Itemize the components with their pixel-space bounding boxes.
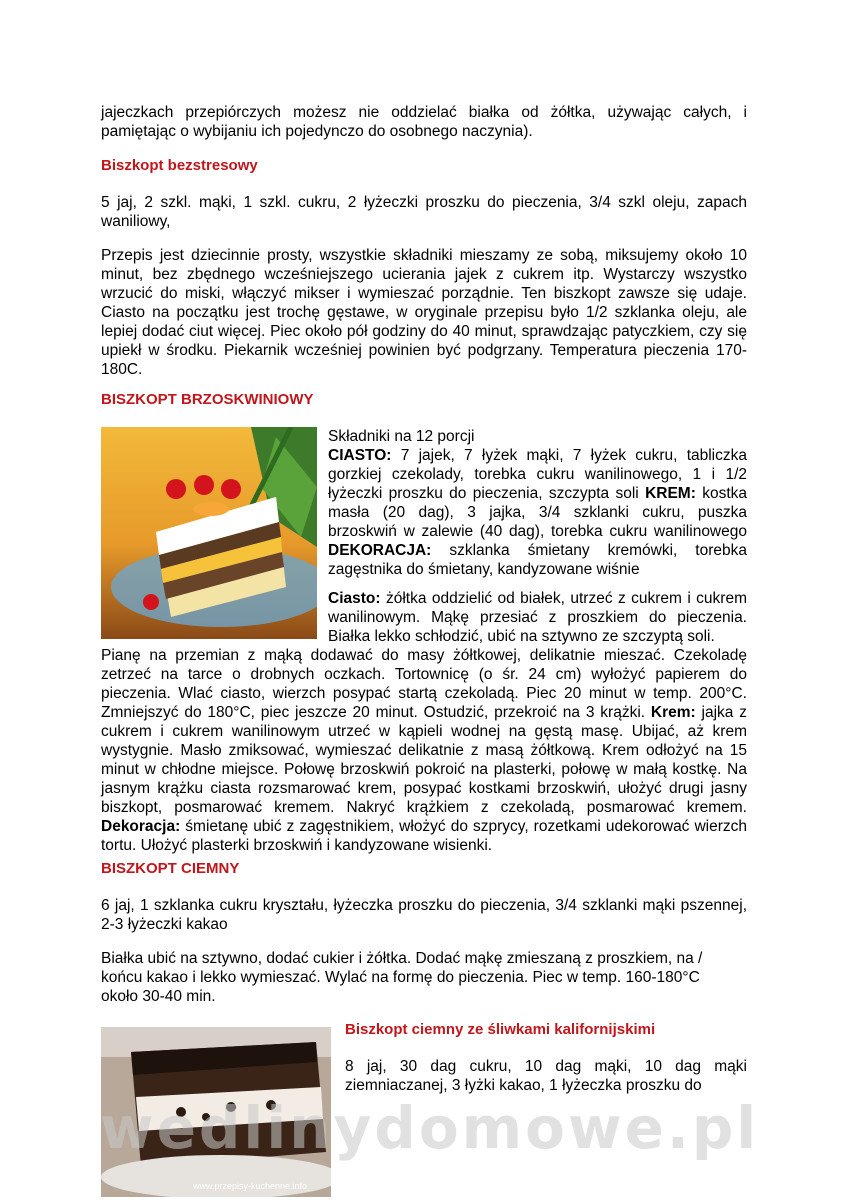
recipe-method: Przepis jest dziecinnie prosty, wszystkie składniki mieszamy ze sobą, miksujemy około 10 minut, bez zbędnego wcześniejszego ucierania jajek z cukrem itp. Wystarczy wszystko wrzucić do miski, włączyć mikser i wymieszać porządnie. Ten biszkopt zawsze się udaje. Ciasto na początku jest trochę gęstawe, w oryginale przepisu było 1/2 szklanka oleju, ale lepiej dodać ciut więcej. Piec około pół godziny do 40 minut, sprawdzając patyczkiem, czy się upiekł w środku. Piekarnik wcześniej powinien być podgrzany. Temperatura pieczenia 170-180C.: [101, 247, 747, 378]
krem-text: kostka masła (20 dag), 3 jajka, 3/4 szklanki cukru, puszka brzoskwiń w zalewie (40 dag), torebka cukru wanilinowego: [328, 485, 748, 540]
peach-method-full: [101, 646, 747, 855]
method-ciasto-label: Ciasto:: [328, 590, 381, 607]
portions-line: Składniki na 12 porcji: [328, 428, 475, 445]
method-part-3: śmietanę ubić z zagęstnikiem, włożyć do szprycy, rozetkami udekorować wierzch tortu. Ułożyć plasterki brzoskwiń i kandyzowane wisienki.: [101, 818, 747, 854]
dark-method-line-1: Białka ubić na sztywno, dodać cukier i żółtka. Dodać mąkę zmieszaną z proszkiem, na /: [101, 950, 703, 967]
recipe-title-biszkopt-ciemny: BISZKOPT CIEMNY: [101, 860, 240, 877]
peach-ingredients-block: [328, 427, 747, 579]
watermark: wedlinydomowe.pl: [100, 1094, 760, 1162]
method-part-2: jajka z cukrem i cukrem wanilinowym utrzeć w kąpieli wodnej na gęstą masę. Ubijać, aż krem wystygnie. Masło zmiksować, wymieszać delikatnie z masą żółtkową. Krem odłożyć na 15 minut w chłodne miejsce. Połowę brzoskwiń pokroić na plasterki, połowę w małą kostkę. Na jasnym krążku ciasta rozsmarować krem, posypać kostkami brzoskwiń, ułożyć drugi jasny biszkopt, posmarować kremem. Nakryć krążkiem z czekoladą, posmarować kremem.: [101, 704, 748, 816]
photo-caption: www.przepisy-kuchenne.info: [193, 1181, 308, 1191]
dark-method-line-2: końcu kakao i lekko wymieszać. Wylać na formę do pieczenia. Piec w temp. 160-180°C: [101, 969, 700, 986]
dark-method: [101, 949, 747, 1006]
recipe-ingredients: 5 jaj, 2 szkl. mąki, 1 szkl. cukru, 2 łyżeczki proszku do pieczenia, 3/4 szkl oleju, zapach waniliowy,: [101, 194, 747, 230]
dekoracja-text: szklanka śmietany kremówki, torebka zagęstnika do śmietany, kandyzowane wiśnie: [328, 542, 747, 578]
dekoracja2-label: Dekoracja:: [101, 818, 181, 835]
method-wrap-text: żółtka oddzielić od białek, utrzeć z cukrem i cukrem wanilinowym. Mąkę przesiać z proszkiem do pieczenia. Białka lekko schłodzić, ubić na sztywno ze szczyptą soli.: [328, 590, 747, 645]
prune-ingredients: 8 jaj, 30 dag cukru, 10 dag mąki, 10 dag mąki ziemniaczanej, 3 łyżki kakao, 1 łyżeczka proszku do: [345, 1058, 747, 1094]
recipe-title-biszkopt-brzoskwiniowy: BISZKOPT BRZOSKWINIOWY: [101, 391, 314, 408]
dark-ingredients: 6 jaj, 1 szklanka cukru kryształu, łyżeczka proszku do pieczenia, 3/4 szklanki mąki pszennej, 2-3 łyżeczki kakao: [101, 897, 747, 933]
krem-label: KREM:: [645, 485, 696, 502]
peach-cake-photo: [101, 427, 317, 639]
dekoracja-label: DEKORACJA:: [328, 542, 432, 559]
dark-method-line-3: około 30-40 min.: [101, 988, 216, 1005]
method-part-1: Pianę na przemian z mąką dodawać do masy żółtkowej, delikatnie mieszać. Czekoladę zetrzeć na tarce o drobnych oczkach. Tortownicę (o śr. 24 cm) wyłożyć papierem do pieczenia. Wlać ciasto, wierzch posypać startą czekoladą. Piec 20 minut w temp. 200°C. Zmniejszyć do 180°C, piec jeszcze 20 minut. Ostudzić, przekroić na 3 krążki.: [101, 647, 747, 721]
ciasto-label: CIASTO:: [328, 447, 392, 464]
recipe-title-biszkopt-bezstresowy: Biszkopt bezstresowy: [101, 157, 258, 174]
intro-paragraph: jajeczkach przepiórczych możesz nie oddzielać białka od żółtka, używając całych, i pamiętając o wybijaniu ich pojedynczo do osobnego naczynia).: [101, 104, 747, 140]
krem2-label: Krem:: [650, 704, 696, 721]
peach-method-wrap: [328, 589, 747, 646]
recipe-title-biszkopt-ciemny-sliwki: Biszkopt ciemny ze śliwkami kalifornijskimi: [345, 1021, 656, 1038]
ciasto-text: 7 jajek, 7 łyżek mąki, 7 łyżek cukru, tabliczka gorzkiej czekolady, torebka cukru wanilinowego, 1 i 1/2 łyżeczki proszku do pieczenia, szczypta soli: [328, 447, 747, 502]
